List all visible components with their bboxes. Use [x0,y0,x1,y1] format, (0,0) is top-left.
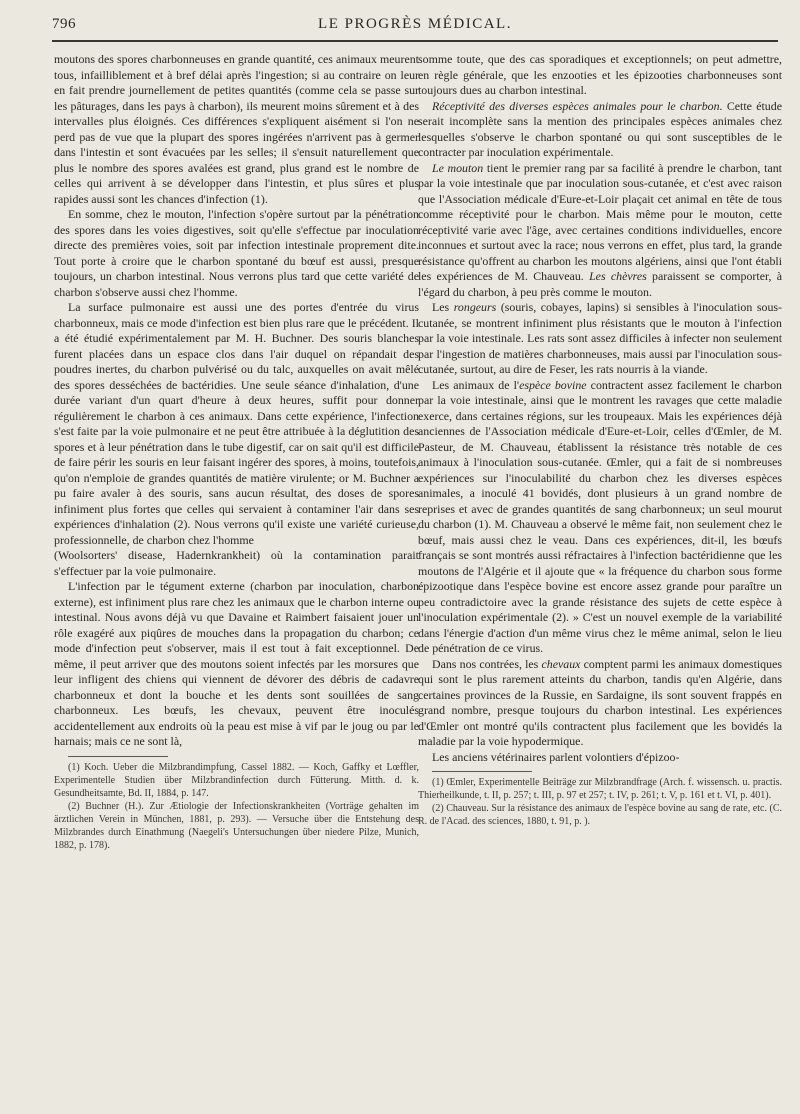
footnote: (1) Koch. Ueber die Milzbrandimpfung, Cassel 1882. — Koch, Gaffky et Lœffler, Experimentelle Studien über Milzbrandinfection durch Fütterung. Mitth. d. k. Gesundheitsamte, Bd. II, 1884, p. 147. [54,761,419,799]
footnote: (1) Œmler, Experimentelle Beiträge zur Milzbrandfrage (Arch. f. wissensch. u. practis. Thierheilkunde, t. II, p. 257; t. III, p. 97 et 257; t. IV, p. 261; t. V, p. 161 et t. VI, p. 401). [418,777,782,801]
paragraph [418,300,782,378]
paragraph: En somme, chez le mouton, l'infection s'opère surtout par la pénétration des spores dans les voies digestives, soit qu'elle s'effectue par inoculation directe des premières voies, soit par infection intestinale proprement dite. Tout porte à croire que le charbon spontané du bœuf est aussi, presque toujours, un charbon intestinal. Nous verrons plus tard que cette variété de charbon s'observe aussi chez l'homme. [54,207,419,299]
paragraph-text: contractent assez facilement le charbon par la voie intestinale, ainsi que le montrent les ravages que cette maladie exerce, dans certaines régions, sur les troupeaux. Mais les expériences déjà anciennes de l'Association médicale d'Eure-et-Loir, celles d'Œmler, de M. Pasteur, de M. Chauveau, établissent la résistance très notable de ces animaux à l'inoculation sous-cutanée. Œmler, qui a fait de si nombreuses expériences sur l'inoculabilité du charbon chez les diverses espèces animales, a inoculé 41 bovidés, dont plusieurs à un grand nombre de reprises et avec de grandes quantités de sang charbonneux; un seul mourut du charbon (1). M. Chauveau a observé le même fait, non seulement chez le bœuf, mais aussi chez le veau. Dans ces expériences, dit-il, les bœufs français se sont montrés aussi réfractaires à l'infection bactéridienne que les moutons de l'Algérie et il ajoute que « la fréquence du charbon sous forme épizootique dans l'espèce bovine est encore assez grande pour paraître un peu contradictoire avec la grande résistance des sujets de cette espèce à l'inoculation expérimentale (2). » C'est un nouvel exemple de la variabilité dans l'énergie d'action d'un même virus chez le même animal, selon le lieu de pénétration de ce virus. [418,377,783,655]
paragraph [418,378,782,657]
paragraph: moutons des spores charbonneuses en grande quantité, ces animaux meurent tous, infailliblement et à bref délai après l'ingestion; si au contraire on leur en fait prendre journellement de petites quantités (comme cela se passe sur les pâturages, dans les pays à charbon), ils meurent moins sûrement et à des intervalles plus éloignés. Ces différences s'expliquent aisément si l'on ne perd pas de vue que la plupart des spores ingérées n'arrivent pas à germer dans l'intestin et sont évacuées par les selles; il s'ensuit naturellement que plus le nombre des spores avalées est grand, plus grand est le nombre de celles qui arrivent à se développer dans l'intestin, et plus sûres et plus rapides aussi sont les chances d'infection (1). [54,52,419,206]
footnote-rule [68,756,168,757]
header-rule [52,40,778,42]
paragraph-text: Cette étude serait incomplète sans la mention des principales espèces animales chez lesquelles s'observe le charbon spontané ou qui sont susceptibles de le contracter par inoculation expérimentale. [418,98,782,159]
paragraph-text: (souris, cobayes, lapins) si sensibles à l'inoculation sous-cutanée, se montrent infiniment plus résistants que le mouton à l'infection par la voie intestinale. Les rats sont assez difficiles à infecter non seulement par l'ingestion de matières charbonneuses, mais aussi par l'inoculation sous-cutanée, surtout, au dire de Feser, les rats nourris à la viande. [418,300,782,376]
paragraph [418,657,782,750]
footnote: (2) Buchner (H.). Zur Ætiologie der Infectionskrankheiten (Vorträge gehalten im ärztlichen Verein in München, 1881, p. 293). — Versuche über die Entstehung des Milzbrandes durch Einathmung (Naegeli's Untersuchungen über niedere Pilze, Munich, 1882, p. 178). [54,800,419,851]
subject-heading: espèce bovine [519,377,587,392]
page-number: 796 [52,16,76,32]
footnotes-left [54,761,419,852]
footnotes-right [418,776,782,828]
paragraph: somme toute, que des cas sporadiques et exceptionnels; on peut admettre, en règle générale, que les enzooties et les épizooties charbonneuses sont toujours dues au charbon intestinal. [418,52,782,97]
left-column [54,52,419,852]
right-column [418,52,782,828]
paragraph-text: tient le premier rang par sa facilité à prendre le charbon, tant par la voie intestinale que par inoculation sous-cutanée, et c'est avec raison que l'Association médicale d'Eure-et-Loir plaçait cet animal en tête de tous comme réceptivité pour le charbon. Mais même pour le mouton, cette réceptivité varie avec l'âge, avec certaines conditions individuelles, encore inconnues et surtout avec la race; nous verrons en effet, plus tard, la grande résistance qu'offrent au charbon les moutons algériens, ainsi que l'ont établi les expériences de M. Chauveau. [418,160,782,283]
paragraph-text: Les [432,300,450,314]
footnote: (2) Chauveau. Sur la résistance des animaux de l'espèce bovine au sang de rate, etc. (C. R. de l'Acad. des sciences, 1880, t. 91, p. ). [418,803,782,827]
paragraph: (Woolsorters' disease, Hadernkrankheit) où la contamination parait s'effectuer par la voie pulmonaire. [54,548,419,578]
paragraph: La surface pulmonaire est aussi une des portes d'entrée du virus charbonneux, mais ce mode d'infection est bien plus rare que le précédent. Il a été étudié expérimentalement par M. H. Buchner. Des souris blanches furent placées dans un espace clos dans l'air duquel on répandait des poudres inertes, du charbon pulvérisé ou du talc, auxquelles on avait mêlé des spores desséchées de bactéridies. Une seule séance d'inhalation, d'une durée variant d'un quart d'heure à deux heures, suffit pour donner régulièrement le charbon à ces animaux. Dans cette expérience, l'infection s'est faite par la voie pulmonaire et ne peut être attribuée à la déglutition des spores et à leur pénétration dans le tube digestif, car on sait qu'il est difficile de faire périr les souris en leur faisant ingérer des spores, à moins, toutefois, qu'on n'emploie de grandes quantités de matière virulente; or M. Buchner a pu faire avaler à des souris, sans aucun résultat, des doses de spores infiniment plus fortes que celles qui servaient à contaminer l'air dans ses expériences d'inhalation (2). Nous verrons qu'il existe une variété curieuse, professionnelle, de charbon chez l'homme [54,300,419,547]
paragraph-text: paraissent se comporter, à l'égard du charbon, à peu près comme le mouton. [418,269,782,299]
subject-heading: rongeurs [453,300,497,314]
paragraph: Les anciens vétérinaires parlent volontiers d'épizoo- [432,749,680,764]
section-heading: Réceptivité des diverses espèces animales pour le charbon. [432,98,723,113]
paragraph-text: Dans nos contrées, les [432,656,539,671]
paragraph-text: comptent parmi les animaux domestiques qui sont le plus rarement atteints du charbon, tandis qu'en Algérie, dans certaines provinces de la Russie, en Sardaigne, ils sont souvent frappés en grand nombre, presque toujours du charbon intestinal. Les expériences d'Œmler ont montré qu'ils contractent plus facilement que les bovidés la maladie par la voie hypodermique. [418,656,782,748]
page-header [52,12,778,42]
subject-heading: Le mouton [432,160,484,175]
paragraph [418,161,782,301]
footnote-rule [432,771,532,772]
subject-heading: Les chèvres [589,269,647,283]
paragraph: L'infection par le tégument externe (charbon par inoculation, charbon externe), est infiniment plus rare chez les animaux que le charbon interne ou intestinal. Nous avons déjà vu que Davaine et Raimbert faisaient jouer un rôle exagéré aux piqûres de mouches dans la propagation du charbon; ce mode d'infection peut s'observer, mais il est tout à fait exceptionnel. De même, il peut arriver que des moutons soient infectés par les morsures que leur infligent des chiens qui viennent de dévorer des débris de cadavre charbonneux et dont la bouche et les dents sont souillées de sang charbonneux. Les bœufs, les chevaux, peuvent être inoculés accidentellement aux endroits où la peau est mise à vif par le joug ou par le harnais; mais ce ne sont là, [54,579,419,748]
paragraph [418,99,782,161]
paragraph-text: Les animaux de l' [432,377,520,392]
subject-heading: chevaux [541,656,581,671]
journal-title: LE PROGRÈS MÉDICAL. [318,16,512,32]
